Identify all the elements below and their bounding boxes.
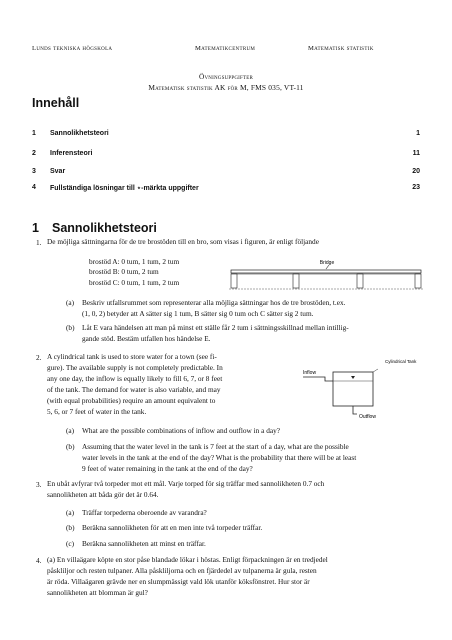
subpart-text: gande stöd. Bestäm utfallen hos händelse E.	[82, 334, 211, 343]
problem-number: 1.	[36, 238, 42, 247]
header-division: Matematisk statistik	[308, 45, 374, 52]
subpart-text: water levels in the tank at the end of the day? What is the probability that there will be at least	[82, 453, 357, 462]
subpart-text: 9 feet of water remaining in the tank at the end of the day?	[82, 464, 253, 473]
problem-text-line: gure). The available supply is not completely predictable. In	[47, 363, 223, 372]
support-line: brostöd B: 0 tum, 2 tum	[89, 267, 159, 276]
subpart-label: (b)	[66, 523, 75, 532]
support-line: brostöd A: 0 tum, 1 tum, 2 tum	[89, 257, 180, 266]
subpart-label: (a)	[66, 298, 75, 307]
header-institution: Lunds tekniska högskola	[32, 45, 113, 52]
toc-item-page: 11	[412, 150, 420, 157]
subpart-text: What are the possible combinations of inflow and outflow in a day?	[82, 426, 280, 435]
subpart-text: Beräkna sannolikheten för att en men inte två torpeder träffar.	[82, 523, 263, 532]
problem-text-line: är röda. Villaägaren grävde ner en slumpmässigt vald lök utanför köksfönstret. Hur stor är	[47, 577, 310, 586]
toc-item-number: 3	[32, 168, 36, 175]
problem-text-line: of the tank. The demand for water is also variable, and may	[47, 385, 221, 394]
problem-text-line: any one day, the inflow is equally likely to fill 6, 7, or 8 feet	[47, 374, 223, 383]
problem-text-line: (with equal probabilities) require an amount equivalent to	[47, 396, 216, 405]
problem-text-line: (a) En villaägare köpte en stor påse blandade lökar i höstas. Enligt förpackningen är en tredjedel	[47, 555, 328, 564]
problem-number: 2.	[36, 353, 42, 362]
toc-item-number: 1	[32, 130, 36, 137]
problem-text-line: En ubåt avfyrar två torpeder mot ett mål. Varje torped för sig träffar med sannolikheten 0.7 och	[47, 479, 325, 488]
document-title: Övningsuppgifter	[198, 72, 254, 81]
toc-item-title: Svar	[50, 168, 66, 175]
tank-figure	[301, 357, 421, 423]
toc-item-number: 4	[32, 184, 36, 191]
subpart-text: Beräkna sannolikheten att minst en träffar.	[82, 539, 206, 548]
subpart-text: Träffar torpederna oberoende av varandra?	[82, 508, 207, 517]
toc-item-page: 23	[412, 184, 420, 191]
problem-number: 4.	[36, 556, 42, 565]
problem-text: De möjliga sättningarna för de tre brostöden till en bro, som visas i figuren, är enligt följande	[47, 237, 319, 246]
problem-text-line: A cylindrical tank is used to store water for a town (see fi-	[47, 352, 217, 361]
header-department: Matematikcentrum	[195, 45, 256, 52]
section-number: 1	[32, 221, 39, 235]
subpart-text: Assuming that the water level in the tank is 7 feet at the start of a day, what are the possible	[82, 442, 349, 451]
toc-item-page: 1	[416, 130, 420, 137]
problem-text-line: påskliljor och resten tulpaner. Alla påskliljorna och en fjärdedel av tulpanerna är gula, resten	[47, 566, 317, 575]
toc-item-title: Sannolikhetsteori	[50, 130, 109, 137]
support-line: brostöd C: 0 tum, 1 tum, 2 tum	[89, 278, 180, 287]
problem-text-line: 5, 6, or 7 feet of water in the tank.	[47, 407, 147, 416]
toc-heading: Innehåll	[32, 96, 80, 110]
subpart-label: (b)	[66, 323, 75, 332]
subpart-label: (c)	[66, 539, 75, 548]
problem-text-line: sannolikheten att båda gör det är 0.64.	[47, 490, 159, 499]
subpart-text: Låt E vara händelsen att man på minst ett ställe får 2 tum i sättningsskillnad mellan intillig-	[82, 323, 349, 332]
tank-label: Cylindrical Tank	[385, 359, 417, 364]
course-title: Matematisk statistik AK för M, FMS 035, VT-11	[148, 83, 304, 92]
toc-item-title: Fullständiga lösningar till ⋆-märkta uppgifter	[50, 185, 199, 192]
toc-item-number: 2	[32, 150, 36, 157]
toc-item-title: Inferensteori	[50, 150, 93, 157]
problem-text-line: sannolikheten att blomman är gul?	[47, 588, 148, 597]
section-title: Sannolikhetsteori	[52, 221, 157, 235]
subpart-text: Beskriv utfallsrummet som representerar alla möjliga sättningar hos de tre brostöden, t.ex.	[82, 298, 346, 307]
inflow-label: Inflow	[303, 370, 317, 376]
toc-item-page: 20	[412, 168, 420, 175]
subpart-label: (a)	[66, 426, 75, 435]
bridge-figure	[229, 254, 424, 292]
subpart-text: (1, 0, 2) betyder att A sätter sig 1 tum, B sätter sig 0 tum och C sätter sig 2 tum.	[82, 309, 314, 318]
bridge-label: Bridge	[319, 260, 335, 266]
subpart-label: (a)	[66, 508, 75, 517]
outflow-label: Outflow	[359, 414, 376, 420]
problem-number: 3.	[36, 480, 42, 489]
subpart-label: (b)	[66, 442, 75, 451]
